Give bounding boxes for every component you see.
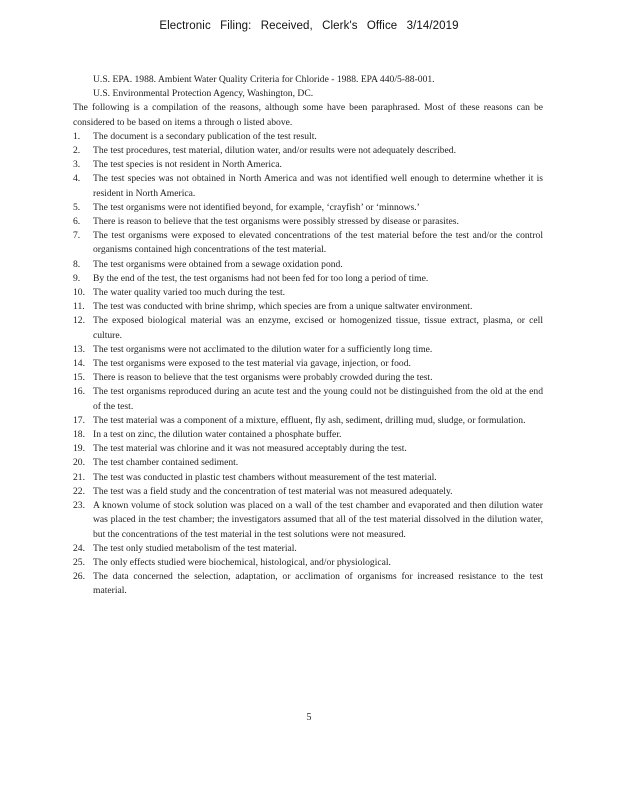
reason-item (73, 357, 543, 371)
reason-item (73, 428, 543, 442)
reason-text: A known volume of stock solution was placed on a wall of the test chamber and evaporated and then dilution water was placed in the test chamber; the investigators assumed that all of the test material dissolved in the dilution water, but the concentrations of the test material in the test solutions were not measured. (93, 500, 543, 540)
reason-item (73, 172, 543, 200)
reason-number: 19. (73, 443, 85, 455)
reason-text: The data concerned the selection, adaptation, or acclimation of organisms for increased resistance to the test material. (93, 571, 543, 597)
reason-text: The test was conducted with brine shrimp, which species are from a unique saltwater environment. (93, 301, 473, 313)
reason-item (73, 272, 543, 286)
reason-item (73, 385, 543, 413)
reason-item (73, 215, 543, 229)
reason-text: The test chamber contained sediment. (93, 457, 239, 469)
reason-number: 24. (73, 542, 85, 554)
reason-number: 3. (73, 159, 81, 171)
reason-item (73, 229, 543, 257)
reason-item (73, 442, 543, 456)
reason-number: 9. (73, 272, 81, 284)
citation-line-2: U.S. Environmental Protection Agency, Washington, DC. (93, 88, 314, 100)
reason-item (73, 471, 543, 485)
reason-text: The test species is not resident in North America. (93, 159, 282, 171)
reason-text: The test procedures, test material, dilution water, and/or results were not adequately described. (93, 145, 456, 157)
reason-text: The test organisms were not identified beyond, for example, ‘crayfish’ or ‘minnows.’ (93, 201, 420, 213)
reason-number: 1. (73, 130, 81, 142)
reason-number: 22. (73, 485, 85, 497)
reason-item (73, 414, 543, 428)
reason-item (73, 144, 543, 158)
reason-item (73, 258, 543, 272)
citation (73, 73, 543, 101)
reason-text: The test organisms were not acclimated to the dilution water for a sufficiently long time. (93, 343, 433, 355)
reason-item (73, 556, 543, 570)
reason-number: 20. (73, 457, 85, 469)
citation-line-1: U.S. EPA. 1988. Ambient Water Quality Criteria for Chloride - 1988. EPA 440/5-88-001. (93, 74, 435, 85)
reason-number: 26. (73, 571, 85, 583)
reason-item (73, 343, 543, 357)
reason-item (73, 201, 543, 215)
reason-item (73, 286, 543, 300)
reason-text: The test material was chlorine and it was not measured acceptably during the test. (93, 443, 407, 455)
reason-item (73, 485, 543, 499)
reason-text: The test organisms reproduced during an acute test and the young could not be distinguished from the old at the end of the test. (93, 386, 543, 412)
reason-number: 21. (73, 471, 85, 483)
reason-text: In a test on zinc, the dilution water contained a phosphate buffer. (93, 429, 342, 441)
reason-text: The test organisms were exposed to elevated concentrations of the test material before the test and/or the control organisms contained high concentrations of the test material. (93, 230, 543, 256)
reason-number: 16. (73, 386, 85, 398)
reason-number: 13. (73, 343, 85, 355)
reason-number: 23. (73, 500, 85, 512)
reason-item (73, 371, 543, 385)
reason-text: The document is a secondary publication of the test result. (93, 130, 317, 142)
reason-number: 7. (73, 230, 81, 242)
reason-text: The test organisms were obtained from a sewage oxidation pond. (93, 258, 343, 270)
reason-number: 12. (73, 315, 85, 327)
intro-paragraph: The following is a compilation of the reasons, although some have been paraphrased. Most of these reasons can be considered to be based on items a through o listed above. (73, 102, 543, 128)
reason-number: 2. (73, 145, 81, 157)
reason-number: 6. (73, 216, 81, 228)
reason-item (73, 542, 543, 556)
reason-item (73, 130, 543, 144)
filing-header: Electronic Filing: Received, Clerk's Office 3/14/2019 (159, 20, 459, 32)
reason-number: 5. (73, 201, 81, 213)
reason-number: 18. (73, 429, 85, 441)
reason-text: There is reason to believe that the test organisms were possibly stressed by disease or parasites. (93, 216, 459, 228)
reason-item (73, 456, 543, 470)
reason-text: The water quality varied too much during the test. (93, 287, 286, 299)
reason-text: By the end of the test, the test organisms had not been fed for too long a period of time. (93, 272, 429, 284)
reason-text: The test organisms were exposed to the test material via gavage, injection, or food. (93, 358, 411, 370)
page-number: 5 (306, 712, 312, 723)
reason-text: The test material was a component of a mixture, effluent, fly ash, sediment, drilling mud, sludge, or formulation. (93, 414, 526, 426)
reason-text: The test was conducted in plastic test chambers without measurement of the test material. (93, 471, 437, 483)
reason-number: 15. (73, 372, 85, 384)
reason-number: 8. (73, 258, 81, 270)
reason-text: There is reason to believe that the test organisms were probably crowded during the test. (93, 372, 433, 384)
reason-item (73, 499, 543, 542)
document-body (73, 73, 543, 599)
reasons-list (73, 130, 543, 599)
reason-item (73, 158, 543, 172)
reason-text: The test was a field study and the concentration of test material was not measured adequately. (93, 485, 453, 497)
reason-text: The only effects studied were biochemical, histological, and/or physiological. (93, 556, 391, 568)
reason-text: The test species was not obtained in North America and was not identified well enough to determine whether it is resident in North America. (93, 173, 543, 199)
reason-item (73, 314, 543, 342)
reason-text: The test only studied metabolism of the test material. (93, 542, 297, 554)
reason-number: 11. (73, 301, 85, 313)
reason-number: 10. (73, 287, 85, 299)
reason-item (73, 570, 543, 598)
reason-item (73, 300, 543, 314)
reason-number: 4. (73, 173, 81, 185)
reason-number: 25. (73, 556, 85, 568)
reason-number: 14. (73, 358, 85, 370)
reason-number: 17. (73, 414, 85, 426)
reason-text: The exposed biological material was an enzyme, excised or homogenized tissue, tissue extract, plasma, or cell culture. (93, 315, 543, 341)
